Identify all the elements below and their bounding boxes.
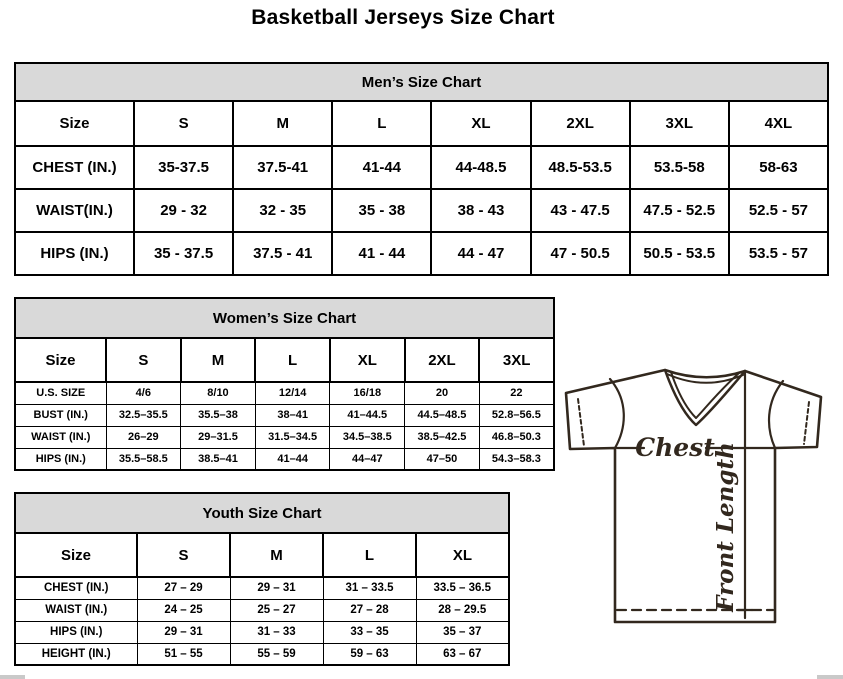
column-header: 2XL — [531, 101, 630, 146]
table-row — [15, 232, 828, 275]
size-cell: 29–31.5 — [181, 426, 256, 448]
size-cell: 44-48.5 — [431, 146, 530, 189]
front-length-label: Front Length — [712, 442, 739, 612]
size-cell: 48.5-53.5 — [531, 146, 630, 189]
size-cell: 59 – 63 — [323, 643, 416, 665]
size-cell: 43 - 47.5 — [531, 189, 630, 232]
row-label: U.S. SIZE — [15, 382, 106, 404]
size-cell: 27 – 28 — [323, 599, 416, 621]
size-cell: 34.5–38.5 — [330, 426, 405, 448]
row-label: HIPS (IN.) — [15, 621, 137, 643]
size-cell: 58-63 — [729, 146, 828, 189]
youth-size-chart-table — [14, 492, 510, 666]
size-cell: 44.5–48.5 — [405, 404, 480, 426]
size-cell: 35 - 38 — [332, 189, 431, 232]
table-title: Women’s Size Chart — [15, 298, 554, 338]
table-row — [15, 404, 554, 426]
table-row — [15, 426, 554, 448]
column-header: S — [106, 338, 181, 382]
size-cell: 20 — [405, 382, 480, 404]
size-cell: 41–44 — [255, 448, 330, 470]
size-cell: 47.5 - 52.5 — [630, 189, 729, 232]
size-cell: 29 – 31 — [137, 621, 230, 643]
size-cell: 29 - 32 — [134, 189, 233, 232]
row-label: CHEST (IN.) — [15, 146, 134, 189]
column-header: 2XL — [405, 338, 480, 382]
row-label: WAIST (IN.) — [15, 599, 137, 621]
size-cell: 33 – 35 — [323, 621, 416, 643]
row-label: BUST (IN.) — [15, 404, 106, 426]
size-cell: 25 – 27 — [230, 599, 323, 621]
size-cell: 32 - 35 — [233, 189, 332, 232]
size-cell: 31 – 33.5 — [323, 577, 416, 599]
size-cell: 8/10 — [181, 382, 256, 404]
size-cell: 38.5–42.5 — [405, 426, 480, 448]
column-header-row — [15, 533, 509, 577]
scrollbar-segment-left[interactable] — [0, 675, 25, 679]
size-cell: 35.5–38 — [181, 404, 256, 426]
table-row — [15, 599, 509, 621]
column-header: L — [323, 533, 416, 577]
column-header: Size — [15, 101, 134, 146]
size-cell: 35 - 37.5 — [134, 232, 233, 275]
size-cell: 50.5 - 53.5 — [630, 232, 729, 275]
size-cell: 4/6 — [106, 382, 181, 404]
size-cell: 55 – 59 — [230, 643, 323, 665]
size-cell: 27 – 29 — [137, 577, 230, 599]
row-label: HEIGHT (IN.) — [15, 643, 137, 665]
table-title: Youth Size Chart — [15, 493, 509, 533]
size-cell: 63 – 67 — [416, 643, 509, 665]
column-header: L — [332, 101, 431, 146]
size-cell: 12/14 — [255, 382, 330, 404]
size-cell: 52.8–56.5 — [479, 404, 554, 426]
size-cell: 22 — [479, 382, 554, 404]
size-cell: 35-37.5 — [134, 146, 233, 189]
column-header: XL — [431, 101, 530, 146]
table-row — [15, 189, 828, 232]
row-label: WAIST (IN.) — [15, 426, 106, 448]
mens-size-chart-table — [14, 62, 829, 276]
column-header: 3XL — [479, 338, 554, 382]
size-cell: 44–47 — [330, 448, 405, 470]
size-cell: 44 - 47 — [431, 232, 530, 275]
size-cell: 35.5–58.5 — [106, 448, 181, 470]
size-cell: 16/18 — [330, 382, 405, 404]
page-title: Basketball Jerseys Size Chart — [251, 6, 555, 29]
column-header: Size — [15, 338, 106, 382]
size-cell: 51 – 55 — [137, 643, 230, 665]
size-cell: 41 - 44 — [332, 232, 431, 275]
size-cell: 41-44 — [332, 146, 431, 189]
size-cell: 53.5-58 — [630, 146, 729, 189]
column-header: 3XL — [630, 101, 729, 146]
size-cell: 47–50 — [405, 448, 480, 470]
table-row — [15, 448, 554, 470]
column-header: S — [137, 533, 230, 577]
chest-label: Chest — [635, 433, 715, 462]
column-header: 4XL — [729, 101, 828, 146]
size-cell: 31 – 33 — [230, 621, 323, 643]
column-header: XL — [416, 533, 509, 577]
size-cell: 28 – 29.5 — [416, 599, 509, 621]
horizontal-scrollbar[interactable] — [0, 674, 843, 679]
table-row — [15, 382, 554, 404]
size-cell: 38 - 43 — [431, 189, 530, 232]
column-header: XL — [330, 338, 405, 382]
column-header: M — [233, 101, 332, 146]
size-cell: 35 – 37 — [416, 621, 509, 643]
column-header-row — [15, 338, 554, 382]
column-header: M — [181, 338, 256, 382]
size-cell: 38.5–41 — [181, 448, 256, 470]
table-row — [15, 621, 509, 643]
row-label: HIPS (IN.) — [15, 448, 106, 470]
size-cell: 37.5 - 41 — [233, 232, 332, 275]
table-title: Men’s Size Chart — [15, 63, 828, 101]
table-row — [15, 643, 509, 665]
size-cell: 46.8–50.3 — [479, 426, 554, 448]
size-cell: 32.5–35.5 — [106, 404, 181, 426]
size-cell: 37.5-41 — [233, 146, 332, 189]
scrollbar-segment-right[interactable] — [817, 675, 843, 679]
column-header: M — [230, 533, 323, 577]
row-label: HIPS (IN.) — [15, 232, 134, 275]
column-header-row — [15, 101, 828, 146]
table-row — [15, 146, 828, 189]
jersey-measurement-diagram — [553, 352, 843, 662]
size-cell: 24 – 25 — [137, 599, 230, 621]
table-row — [15, 577, 509, 599]
row-label: CHEST (IN.) — [15, 577, 137, 599]
column-header: L — [255, 338, 330, 382]
size-cell: 52.5 - 57 — [729, 189, 828, 232]
column-header: S — [134, 101, 233, 146]
jersey-outline — [566, 370, 821, 622]
size-cell: 53.5 - 57 — [729, 232, 828, 275]
size-cell: 54.3–58.3 — [479, 448, 554, 470]
size-cell: 47 - 50.5 — [531, 232, 630, 275]
size-cell: 26–29 — [106, 426, 181, 448]
womens-size-chart-table — [14, 297, 555, 471]
row-label: WAIST(IN.) — [15, 189, 134, 232]
size-cell: 33.5 – 36.5 — [416, 577, 509, 599]
size-cell: 31.5–34.5 — [255, 426, 330, 448]
column-header: Size — [15, 533, 137, 577]
size-cell: 38–41 — [255, 404, 330, 426]
size-cell: 41–44.5 — [330, 404, 405, 426]
size-cell: 29 – 31 — [230, 577, 323, 599]
